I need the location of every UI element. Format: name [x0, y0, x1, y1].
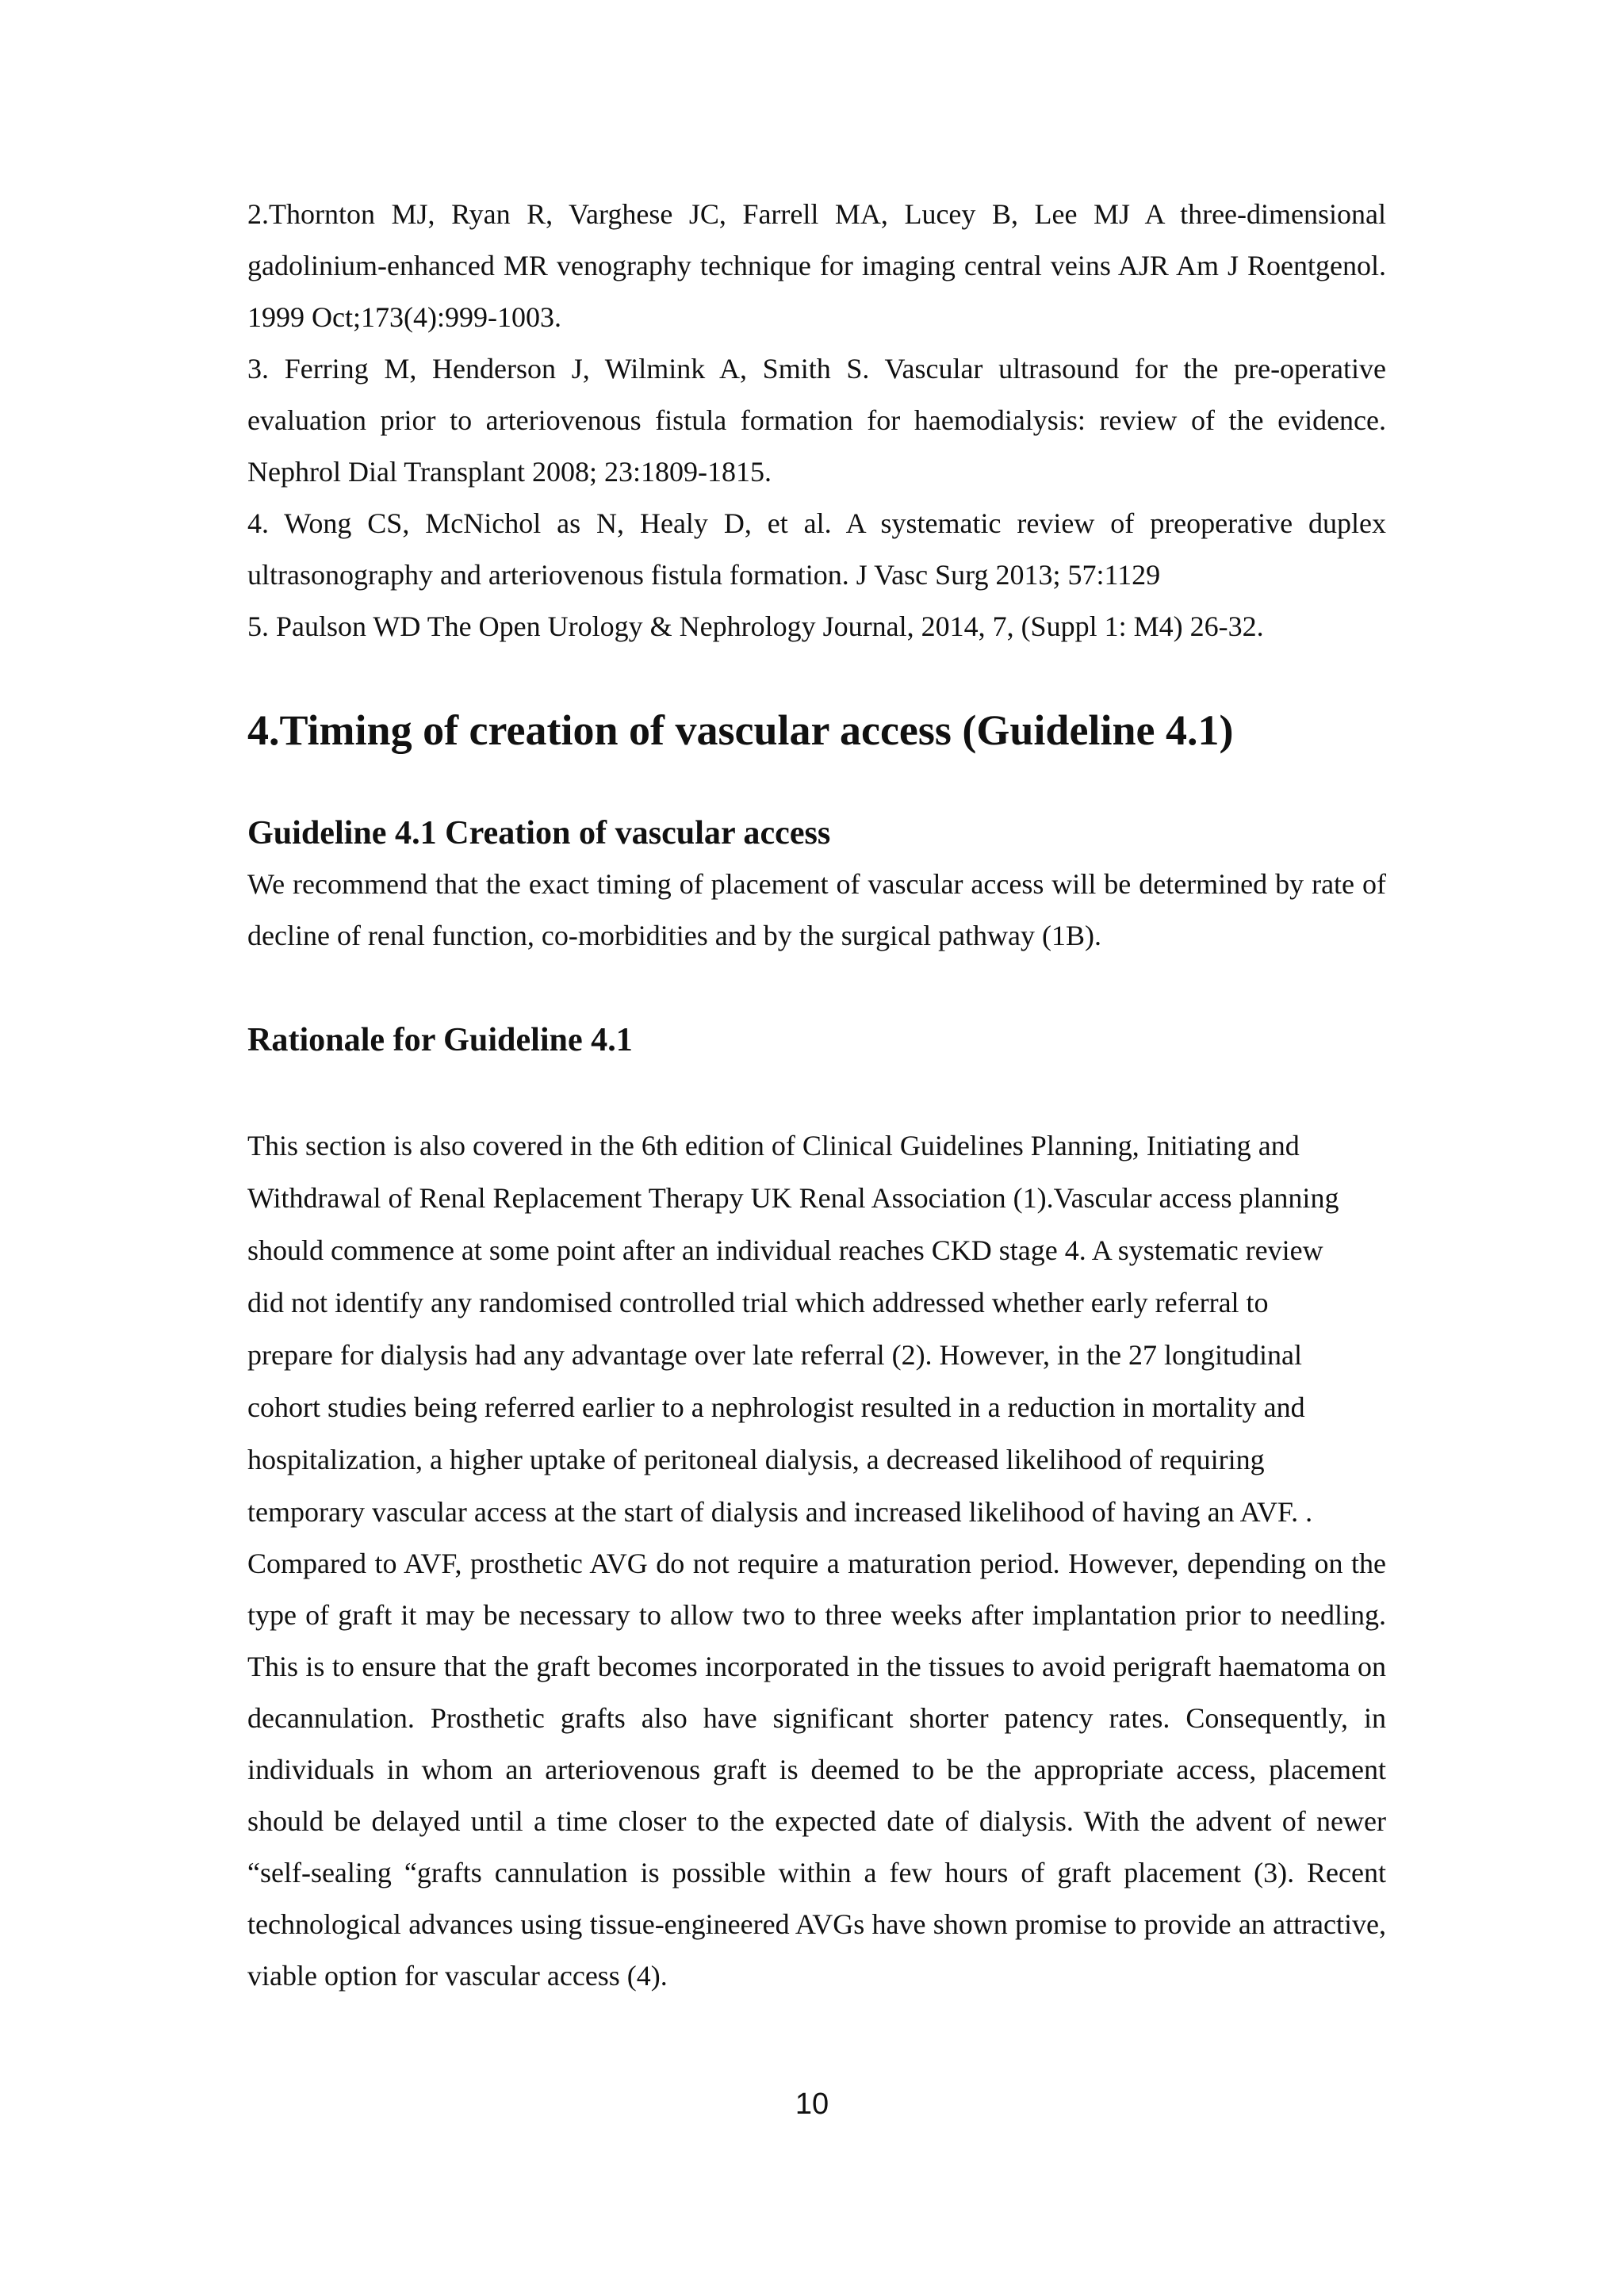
- rationale-paragraph-1: This section is also covered in the 6th edition of Clinical Guidelines Planning, Initiating and Withdrawal of Renal Replacement Therapy UK Renal Association (1).Vascular access planning should commence at some point after an individual reaches CKD stage 4. A systematic review did not identify any randomised controlled trial which addressed whether early referral to prepare for dialysis had any advantage over late referral (2). However, in the 27 longitudinal cohort studies being referred earlier to a nephrologist resulted in a reduction in mortality and hospitalization, a higher uptake of peritoneal dialysis, a decreased likelihood of requiring temporary vascular access at the start of dialysis and increased likelihood of having an AVF. .: [247, 1130, 1339, 1528]
- guideline-title: Guideline 4.1 Creation of vascular access: [247, 814, 831, 851]
- page-content: [247, 189, 1386, 2002]
- guideline-text: We recommend that the exact timing of placement of vascular access will be determined by rate of decline of renal function, co-morbidities and by the surgical pathway (1B).: [247, 868, 1386, 951]
- page-number: 10: [795, 2087, 829, 2121]
- reference-item: 2.Thornton MJ, Ryan R, Varghese JC, Farrell MA, Lucey B, Lee MJ A three-dimensional gadolinium-enhanced MR venography technique for imaging central veins AJR Am J Roentgenol. 1999 Oct;173(4):999-1003.: [247, 198, 1386, 333]
- reference-list: [247, 189, 1386, 652]
- rationale-title: Rationale for Guideline 4.1: [247, 1021, 633, 1058]
- rationale-paragraph-2: Compared to AVF, prosthetic AVG do not require a maturation period. However, depending on the type of graft it may be necessary to allow two to three weeks after implantation prior to needling. This is to ensure that the graft becomes incorporated in the tissues to avoid perigraft haematoma on decannulation. Prosthetic grafts also have significant shorter patency rates. Consequently, in individuals in whom an arteriovenous graft is deemed to be the appropriate access, placement should be delayed until a time closer to the expected date of dialysis. With the advent of newer “self-sealing “grafts cannulation is possible within a few hours of graft placement (3). Recent technological advances using tissue-engineered AVGs have shown promise to provide an attractive, viable option for vascular access (4).: [247, 1548, 1386, 1992]
- reference-item: 5. Paulson WD The Open Urology & Nephrology Journal, 2014, 7, (Suppl 1: M4) 26-32.: [247, 610, 1264, 642]
- reference-item: 4. Wong CS, McNichol as N, Healy D, et al. A systematic review of preoperative duplex ultrasonography and arteriovenous fistula formation. J Vasc Surg 2013; 57:1129: [247, 507, 1386, 591]
- section-heading: 4.Timing of creation of vascular access (Guideline 4.1): [247, 706, 1234, 754]
- reference-item: 3. Ferring M, Henderson J, Wilmink A, Smith S. Vascular ultrasound for the pre-operative evaluation prior to arteriovenous fistula formation for haemodialysis: review of the evidence. Nephrol Dial Transplant 2008; 23:1809-1815.: [247, 353, 1386, 488]
